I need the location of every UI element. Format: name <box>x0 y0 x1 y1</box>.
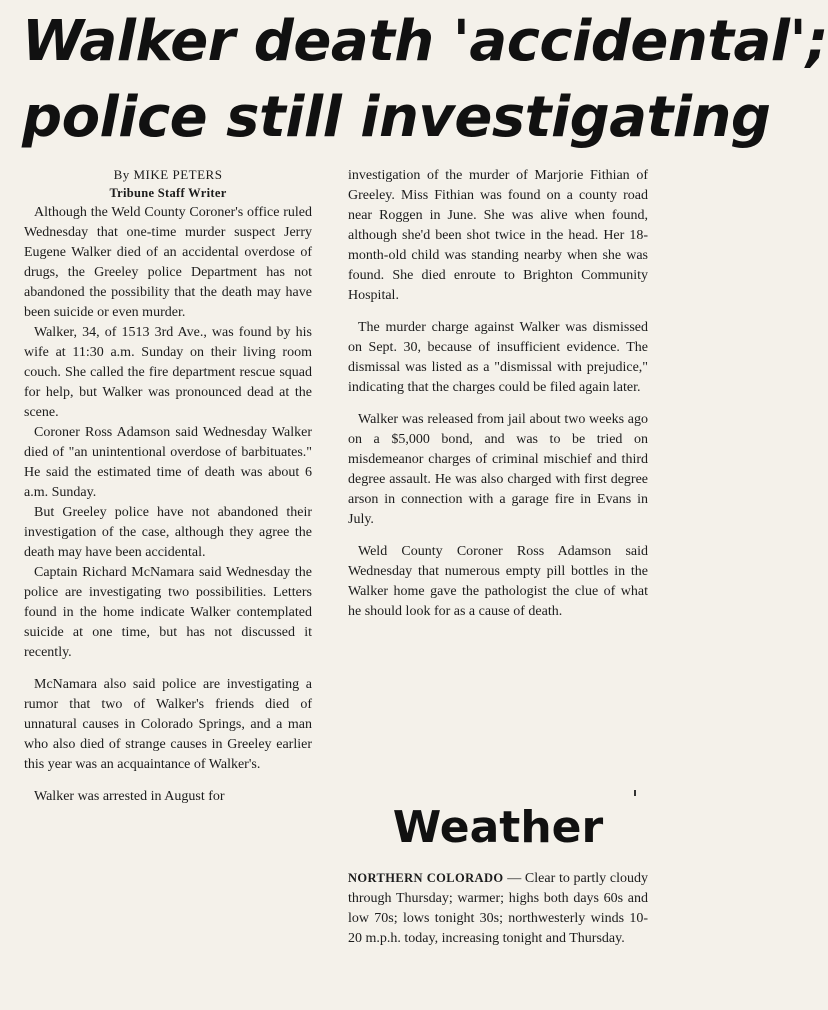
article-paragraph: The murder charge against Walker was dismissed on Sept. 30, because of insufficient evidence. The dismissal was listed as a "dismissal with prejudice," indicating that the charges could be filed again later. <box>348 320 648 395</box>
article-paragraph: Walker, 34, of 1513 3rd Ave., was found by his wife at 11:30 a.m. Sunday on their living room couch. She called the fire department rescue squad for help, but Walker was pronounced dead at the scene. <box>24 325 312 420</box>
byline-author: By MIKE PETERS <box>113 167 223 182</box>
weather-region: NORTHERN COLORADO <box>348 871 504 885</box>
headline-line-1: Walker death 'accidental'; <box>22 9 828 74</box>
article-paragraph: Weld County Coroner Ross Adamson said Wednesday that numerous empty pill bottles in the Walker home gave the pathologist the clue of what he should look for as a cause of death. <box>348 544 648 619</box>
headline-line-2: police still investigating <box>22 85 771 150</box>
article-column-right <box>348 166 648 622</box>
weather-forecast-text: — Clear to partly cloudy through Thursday; warmer; highs both days 60s and low 70s; lows tonight 30s; northwesterly winds 10-20 m.p.h. today, increasing tonight and Thursday. <box>348 871 648 946</box>
article-paragraph: Captain Richard McNamara said Wednesday the police are investigating two possibilities. Letters found in the home indicate Walker contemplated suicide at one time, but has not discussed it recently. <box>24 565 312 660</box>
article-paragraph: But Greeley police have not abandoned their investigation of the case, although they agree the death may have been accidental. <box>24 505 312 560</box>
weather-forecast <box>348 868 648 949</box>
weather-heading: Weather <box>392 802 604 853</box>
byline-title: Tribune Staff Writer <box>109 186 227 200</box>
article-paragraph: Although the Weld County Coroner's office ruled Wednesday that one-time murder suspect Jerry Eugene Walker died of an accidental overdose of drugs, the Greeley police Department has not abandoned the possibility that the death may have been suicide or even murder. <box>24 205 312 320</box>
print-speck <box>634 790 636 796</box>
article-paragraph: McNamara also said police are investigating a rumor that two of Walker's friends died of unnatural causes in Colorado Springs, and a man who also died of strange causes in Greeley earlier this year was an acquaintance of Walker's. <box>24 677 312 772</box>
article-column-left <box>24 166 312 807</box>
article-paragraph: Walker was released from jail about two weeks ago on a $5,000 bond, and was to be tried on misdemeanor charges of criminal mischief and third degree assault. He was also charged with first degree arson in connection with a garage fire in Evans in July. <box>348 412 648 527</box>
article-paragraph: Walker was arrested in August for <box>34 789 225 804</box>
article-paragraph: Coroner Ross Adamson said Wednesday Walker died of "an unintentional overdose of barbituates." He said the estimated time of death was about 6 a.m. Sunday. <box>24 425 312 500</box>
article-paragraph: investigation of the murder of Marjorie Fithian of Greeley. Miss Fithian was found on a county road near Roggen in June. She was alive when found, although she'd been shot twice in the head. Her 18-month-old child was standing nearby when she was found. She died enroute to Brighton Community Hospital. <box>348 168 648 303</box>
